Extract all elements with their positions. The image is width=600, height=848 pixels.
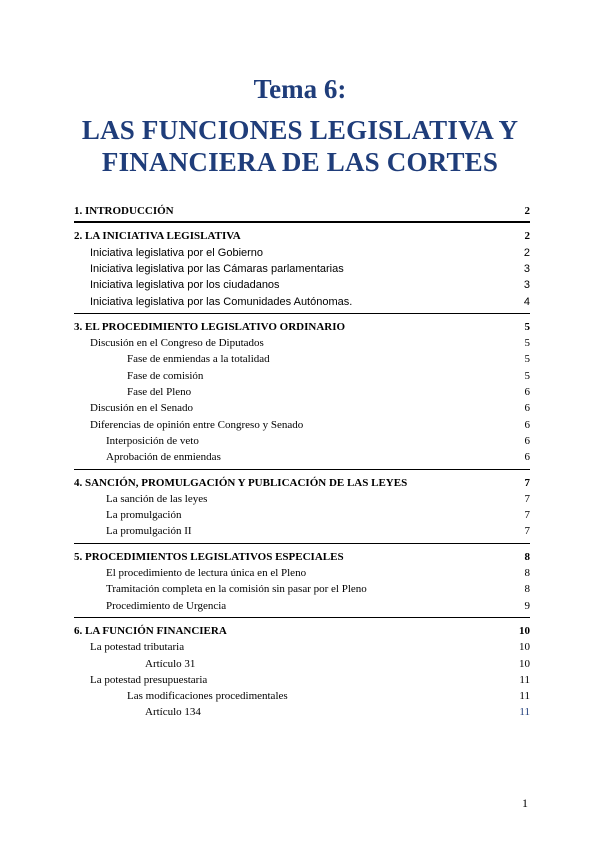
toc-entry-page-number: 8 [524, 583, 530, 596]
toc-entry[interactable] [74, 507, 530, 523]
toc-entry-label: Iniciativa legislativa por las Comunidades Autónomas. [90, 295, 353, 308]
toc-entry-label: Artículo 31 [145, 657, 196, 670]
toc-entry-label: Tramitación completa en la comisión sin pasar por el Pleno [106, 583, 367, 596]
document-subtitle-line-1: LAS FUNCIONES LEGISLATIVA Y [81, 115, 519, 145]
toc-entry-label: Iniciativa legislativa por el Gobierno [90, 246, 264, 259]
toc-entry[interactable] [74, 335, 530, 351]
toc-entry[interactable] [74, 491, 530, 507]
toc-entry-label: Fase de enmiendas a la totalidad [127, 353, 270, 366]
toc-entry-page-number: 11 [519, 673, 530, 686]
toc-entry-page-number: 7 [524, 492, 530, 505]
toc-entry-page-number: 5 [524, 369, 530, 382]
toc-entry-page-number: 10 [519, 641, 530, 654]
toc-entry-page-number: 11 [519, 690, 530, 703]
toc-entry[interactable] [74, 351, 530, 367]
toc-entry-label: 5. PROCEDIMIENTOS LEGISLATIVOS ESPECIALES [74, 550, 344, 563]
toc-entry[interactable] [74, 245, 530, 261]
toc-entry-label: Artículo 134 [145, 706, 201, 719]
toc-section-entry[interactable] [74, 623, 530, 639]
document-title: Tema 6: [253, 74, 347, 104]
toc-entry[interactable] [74, 672, 530, 688]
toc-entry-label: Fase del Pleno [127, 386, 192, 398]
toc-entry[interactable] [74, 565, 530, 581]
toc-section-entry[interactable] [74, 319, 530, 335]
toc-entry[interactable] [74, 261, 530, 277]
toc-entry-page-number: 2 [524, 230, 530, 243]
toc-entry-label: Interposición de veto [106, 434, 199, 447]
toc-entry[interactable] [74, 384, 530, 400]
section-divider [74, 543, 530, 544]
toc-entry-page-number: 8 [524, 550, 530, 563]
toc-entry-label: 2. LA INICIATIVA LEGISLATIVA [74, 230, 241, 243]
toc-entry-page-number: 6 [524, 386, 530, 398]
toc-entry-label: La promulgación [106, 509, 182, 522]
toc-entry-label: 1. INTRODUCCIÓN [74, 205, 174, 217]
toc-entry-page-number: 3 [523, 262, 530, 275]
toc-entry-label: 6. LA FUNCIÓN FINANCIERA [74, 624, 227, 637]
toc-entry[interactable] [74, 704, 530, 720]
toc-entry-label: 4. SANCIÓN, PROMULGACIÓN Y PUBLICACIÓN DE LAS LEYES [74, 476, 408, 489]
document-subtitle-line-2: FINANCIERA DE LAS CORTES [101, 147, 499, 177]
toc-entry-label: Procedimiento de Urgencia [106, 599, 227, 612]
toc-entry-page-number: 2 [523, 246, 530, 259]
section-divider [74, 469, 530, 470]
toc-entry-page-number: 7 [524, 509, 530, 522]
toc-entry-label: Las modificaciones procedimentales [127, 690, 288, 703]
toc-entry[interactable] [74, 294, 530, 310]
toc-section-entry[interactable] [74, 203, 530, 219]
toc-entry-label: Discusión en el Congreso de Diputados [90, 337, 264, 350]
toc-entry-page-number: 6 [524, 451, 530, 464]
toc-entry[interactable] [74, 400, 530, 416]
toc-entry-label: Iniciativa legislativa por los ciudadanos [90, 279, 280, 292]
toc-entry-page-number: 7 [524, 525, 530, 538]
toc-entry[interactable] [74, 449, 530, 465]
toc-entry[interactable] [74, 433, 530, 449]
toc-entry-label: La promulgación II [106, 525, 192, 538]
toc-entry-label: Diferencias de opinión entre Congreso y Senado [90, 418, 304, 431]
toc-entry-page-number: 5 [524, 337, 530, 350]
toc-entry[interactable] [74, 368, 530, 384]
toc-entry[interactable] [74, 523, 530, 539]
toc-entry-label: Iniciativa legislativa por las Cámaras parlamentarias [90, 262, 344, 275]
toc-entry[interactable] [74, 277, 530, 293]
toc-entry-page-number: 4 [523, 295, 530, 308]
toc-entry-page-number: 6 [524, 418, 530, 431]
toc-entry-page-number: 3 [523, 279, 530, 292]
toc-entry-page-number: 11 [519, 706, 530, 719]
toc-entry-label: El procedimiento de lectura única en el Pleno [106, 567, 307, 579]
toc-entry-page-number: 6 [524, 434, 530, 447]
toc-entry-page-number: 10 [519, 624, 530, 637]
toc-entry-page-number: 6 [524, 402, 530, 415]
toc-section-entry[interactable] [74, 228, 530, 244]
section-divider [74, 313, 530, 314]
section-divider [74, 221, 530, 222]
toc-entry-page-number: 5 [524, 353, 530, 366]
toc-entry-label: La sanción de las leyes [106, 492, 208, 505]
toc-entry-page-number: 2 [524, 205, 530, 217]
toc-entry[interactable] [74, 656, 530, 672]
toc-entry[interactable] [74, 417, 530, 433]
toc-entry[interactable] [74, 688, 530, 704]
toc-section-entry[interactable] [74, 549, 530, 565]
toc-entry-label: 3. EL PROCEDIMIENTO LEGISLATIVO ORDINARIO [74, 320, 346, 333]
toc-entry-label: Fase de comisión [127, 369, 204, 382]
toc-entry-page-number: 7 [524, 476, 530, 489]
toc-entry-page-number: 9 [524, 599, 530, 612]
toc-entry-page-number: 8 [524, 567, 530, 579]
section-divider [74, 222, 530, 223]
toc-entry-label: La potestad presupuestaria [90, 673, 208, 686]
toc-entry-label: Aprobación de enmiendas [106, 451, 221, 464]
toc-entry[interactable] [74, 581, 530, 597]
section-divider [74, 617, 530, 618]
toc-entry[interactable] [74, 639, 530, 655]
toc-entry[interactable] [74, 598, 530, 614]
page-number: 1 [522, 796, 528, 810]
toc-entry-page-number: 10 [519, 657, 530, 670]
toc-entry-page-number: 5 [524, 320, 530, 333]
toc-section-entry[interactable] [74, 475, 530, 491]
toc-entry-label: Discusión en el Senado [90, 402, 193, 415]
toc-entry-label: La potestad tributaria [90, 641, 185, 654]
